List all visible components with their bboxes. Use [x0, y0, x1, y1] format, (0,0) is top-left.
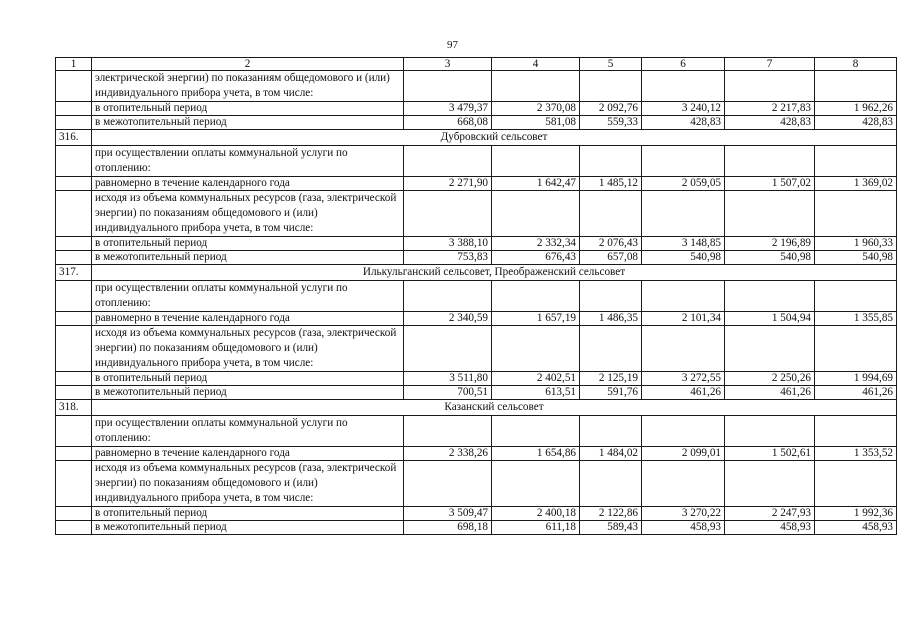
- value-cell: [725, 191, 815, 237]
- value-cell: 1 486,35: [580, 312, 642, 326]
- table-row: [56, 521, 897, 535]
- row-label: равномерно в течение календарного года: [92, 312, 404, 326]
- value-cell: 2 247,93: [725, 507, 815, 521]
- value-cell: 1 484,02: [580, 447, 642, 461]
- table-row: [56, 386, 897, 400]
- value-cell: 458,93: [815, 521, 897, 535]
- tariff-table: [55, 57, 897, 535]
- row-label: в отопительный период: [92, 372, 404, 386]
- table-row: [56, 237, 897, 251]
- value-cell: 2 250,26: [725, 372, 815, 386]
- header-cell: 1: [56, 58, 92, 71]
- value-cell: 458,93: [642, 521, 725, 535]
- row-number-cell: [56, 102, 92, 116]
- row-number-cell: [56, 507, 92, 521]
- label-row: [56, 461, 897, 507]
- value-cell: [815, 191, 897, 237]
- row-number-cell: [56, 146, 92, 177]
- table-row: [56, 102, 897, 116]
- row-number-cell: [56, 447, 92, 461]
- row-label: в межотопительный период: [92, 521, 404, 535]
- label-row: [56, 281, 897, 312]
- value-cell: [642, 191, 725, 237]
- value-cell: [404, 461, 492, 507]
- value-cell: [580, 326, 642, 372]
- value-cell: [580, 461, 642, 507]
- row-label: в межотопительный период: [92, 116, 404, 130]
- table-row: [56, 116, 897, 130]
- page-number: 97: [447, 39, 458, 51]
- value-cell: [725, 281, 815, 312]
- value-cell: [492, 281, 580, 312]
- value-cell: [580, 146, 642, 177]
- value-cell: 1 504,94: [725, 312, 815, 326]
- row-label: в межотопительный период: [92, 386, 404, 400]
- row-label: в отопительный период: [92, 102, 404, 116]
- value-cell: 3 148,85: [642, 237, 725, 251]
- row-label: исходя из объема коммунальных ресурсов (газа, электрической энергии) по показаниям общедомового и (или) индивидуального прибора учета, в том числе:: [92, 191, 404, 237]
- row-number-cell: [56, 386, 92, 400]
- value-cell: 2 076,43: [580, 237, 642, 251]
- row-number-cell: [56, 177, 92, 191]
- table-row: [56, 177, 897, 191]
- value-cell: 1 657,19: [492, 312, 580, 326]
- value-cell: 2 059,05: [642, 177, 725, 191]
- value-cell: [580, 281, 642, 312]
- value-cell: 753,83: [404, 251, 492, 265]
- row-label: при осуществлении оплаты коммунальной услуги по отоплению:: [92, 146, 404, 177]
- value-cell: 1 353,52: [815, 447, 897, 461]
- row-number-cell: 317.: [56, 265, 92, 281]
- row-label: равномерно в течение календарного года: [92, 447, 404, 461]
- label-row: [56, 191, 897, 237]
- value-cell: [725, 416, 815, 447]
- value-cell: [580, 71, 642, 102]
- value-cell: [815, 71, 897, 102]
- value-cell: 3 509,47: [404, 507, 492, 521]
- value-cell: 2 099,01: [642, 447, 725, 461]
- value-cell: [815, 326, 897, 372]
- row-number-cell: [56, 326, 92, 372]
- value-cell: 657,08: [580, 251, 642, 265]
- value-cell: 1 962,26: [815, 102, 897, 116]
- row-label: равномерно в течение календарного года: [92, 177, 404, 191]
- value-cell: [404, 326, 492, 372]
- section-row: [56, 265, 897, 281]
- row-label: в межотопительный период: [92, 251, 404, 265]
- value-cell: 611,18: [492, 521, 580, 535]
- value-cell: 2 400,18: [492, 507, 580, 521]
- value-cell: [815, 461, 897, 507]
- value-cell: 2 340,59: [404, 312, 492, 326]
- value-cell: [404, 191, 492, 237]
- table-header-row: [56, 58, 897, 71]
- value-cell: 698,18: [404, 521, 492, 535]
- value-cell: 589,43: [580, 521, 642, 535]
- value-cell: [404, 416, 492, 447]
- header-cell: 3: [404, 58, 492, 71]
- row-number-cell: [56, 71, 92, 102]
- value-cell: [404, 281, 492, 312]
- value-cell: [642, 71, 725, 102]
- value-cell: [580, 191, 642, 237]
- header-cell: 4: [492, 58, 580, 71]
- value-cell: [492, 416, 580, 447]
- value-cell: 1 654,86: [492, 447, 580, 461]
- value-cell: 1 369,02: [815, 177, 897, 191]
- value-cell: 461,26: [642, 386, 725, 400]
- row-label: электрической энергии) по показаниям общедомового и (или) индивидуального прибора учета, в том числе:: [92, 71, 404, 102]
- value-cell: 1 355,85: [815, 312, 897, 326]
- value-cell: [404, 146, 492, 177]
- header-cell: 5: [580, 58, 642, 71]
- section-row: [56, 400, 897, 416]
- value-cell: 458,93: [725, 521, 815, 535]
- table-row: [56, 251, 897, 265]
- row-number-cell: 316.: [56, 130, 92, 146]
- row-label: исходя из объема коммунальных ресурсов (газа, электрической энергии) по показаниям общедомового и (или) индивидуального прибора учета, в том числе:: [92, 326, 404, 372]
- value-cell: [725, 326, 815, 372]
- value-cell: 540,98: [642, 251, 725, 265]
- section-title: Илькульганский сельсовет, Преображенский сельсовет: [92, 265, 897, 281]
- value-cell: 1 994,69: [815, 372, 897, 386]
- label-row: [56, 71, 897, 102]
- value-cell: 613,51: [492, 386, 580, 400]
- row-number-cell: [56, 416, 92, 447]
- row-number-cell: [56, 116, 92, 130]
- value-cell: 3 240,12: [642, 102, 725, 116]
- value-cell: 668,08: [404, 116, 492, 130]
- row-number-cell: [56, 191, 92, 237]
- value-cell: 2 217,83: [725, 102, 815, 116]
- value-cell: 1 642,47: [492, 177, 580, 191]
- value-cell: 3 511,80: [404, 372, 492, 386]
- value-cell: [815, 281, 897, 312]
- value-cell: [492, 326, 580, 372]
- row-number-cell: [56, 521, 92, 535]
- value-cell: 581,08: [492, 116, 580, 130]
- table-row: [56, 507, 897, 521]
- value-cell: [815, 416, 897, 447]
- header-cell: 2: [92, 58, 404, 71]
- value-cell: 1 992,36: [815, 507, 897, 521]
- row-number-cell: [56, 237, 92, 251]
- value-cell: [404, 71, 492, 102]
- value-cell: [492, 191, 580, 237]
- value-cell: 1 502,61: [725, 447, 815, 461]
- value-cell: [815, 146, 897, 177]
- value-cell: 428,83: [815, 116, 897, 130]
- section-title: Дубровский сельсовет: [92, 130, 897, 146]
- header-cell: 7: [725, 58, 815, 71]
- value-cell: [492, 71, 580, 102]
- value-cell: 461,26: [815, 386, 897, 400]
- value-cell: 540,98: [725, 251, 815, 265]
- value-cell: [725, 146, 815, 177]
- row-label: при осуществлении оплаты коммунальной услуги по отоплению:: [92, 416, 404, 447]
- header-cell: 8: [815, 58, 897, 71]
- value-cell: 428,83: [642, 116, 725, 130]
- value-cell: 428,83: [725, 116, 815, 130]
- value-cell: 3 272,55: [642, 372, 725, 386]
- value-cell: [492, 461, 580, 507]
- value-cell: 2 101,34: [642, 312, 725, 326]
- value-cell: [642, 146, 725, 177]
- value-cell: [642, 416, 725, 447]
- label-row: [56, 146, 897, 177]
- row-label: при осуществлении оплаты коммунальной услуги по отоплению:: [92, 281, 404, 312]
- row-number-cell: [56, 461, 92, 507]
- value-cell: 2 122,86: [580, 507, 642, 521]
- value-cell: [642, 326, 725, 372]
- value-cell: [642, 281, 725, 312]
- row-label: в отопительный период: [92, 507, 404, 521]
- value-cell: 2 338,26: [404, 447, 492, 461]
- label-row: [56, 416, 897, 447]
- value-cell: 2 402,51: [492, 372, 580, 386]
- value-cell: 1 507,02: [725, 177, 815, 191]
- value-cell: [725, 461, 815, 507]
- value-cell: 461,26: [725, 386, 815, 400]
- value-cell: 559,33: [580, 116, 642, 130]
- value-cell: [642, 461, 725, 507]
- row-number-cell: [56, 281, 92, 312]
- row-label: исходя из объема коммунальных ресурсов (газа, электрической энергии) по показаниям общедомового и (или) индивидуального прибора учета, в том числе:: [92, 461, 404, 507]
- table-row: [56, 312, 897, 326]
- section-row: [56, 130, 897, 146]
- value-cell: 676,43: [492, 251, 580, 265]
- table-row: [56, 447, 897, 461]
- value-cell: 2 125,19: [580, 372, 642, 386]
- header-cell: 6: [642, 58, 725, 71]
- table-row: [56, 372, 897, 386]
- row-label: в отопительный период: [92, 237, 404, 251]
- value-cell: [725, 71, 815, 102]
- label-row: [56, 326, 897, 372]
- value-cell: [580, 416, 642, 447]
- value-cell: 2 332,34: [492, 237, 580, 251]
- value-cell: 1 485,12: [580, 177, 642, 191]
- value-cell: 1 960,33: [815, 237, 897, 251]
- row-number-cell: [56, 251, 92, 265]
- value-cell: 2 370,08: [492, 102, 580, 116]
- value-cell: 3 479,37: [404, 102, 492, 116]
- section-title: Казанский сельсовет: [92, 400, 897, 416]
- row-number-cell: 318.: [56, 400, 92, 416]
- value-cell: [492, 146, 580, 177]
- value-cell: 2 092,76: [580, 102, 642, 116]
- value-cell: 3 270,22: [642, 507, 725, 521]
- value-cell: 591,76: [580, 386, 642, 400]
- value-cell: 2 271,90: [404, 177, 492, 191]
- value-cell: 700,51: [404, 386, 492, 400]
- value-cell: 2 196,89: [725, 237, 815, 251]
- value-cell: 3 388,10: [404, 237, 492, 251]
- row-number-cell: [56, 372, 92, 386]
- row-number-cell: [56, 312, 92, 326]
- value-cell: 540,98: [815, 251, 897, 265]
